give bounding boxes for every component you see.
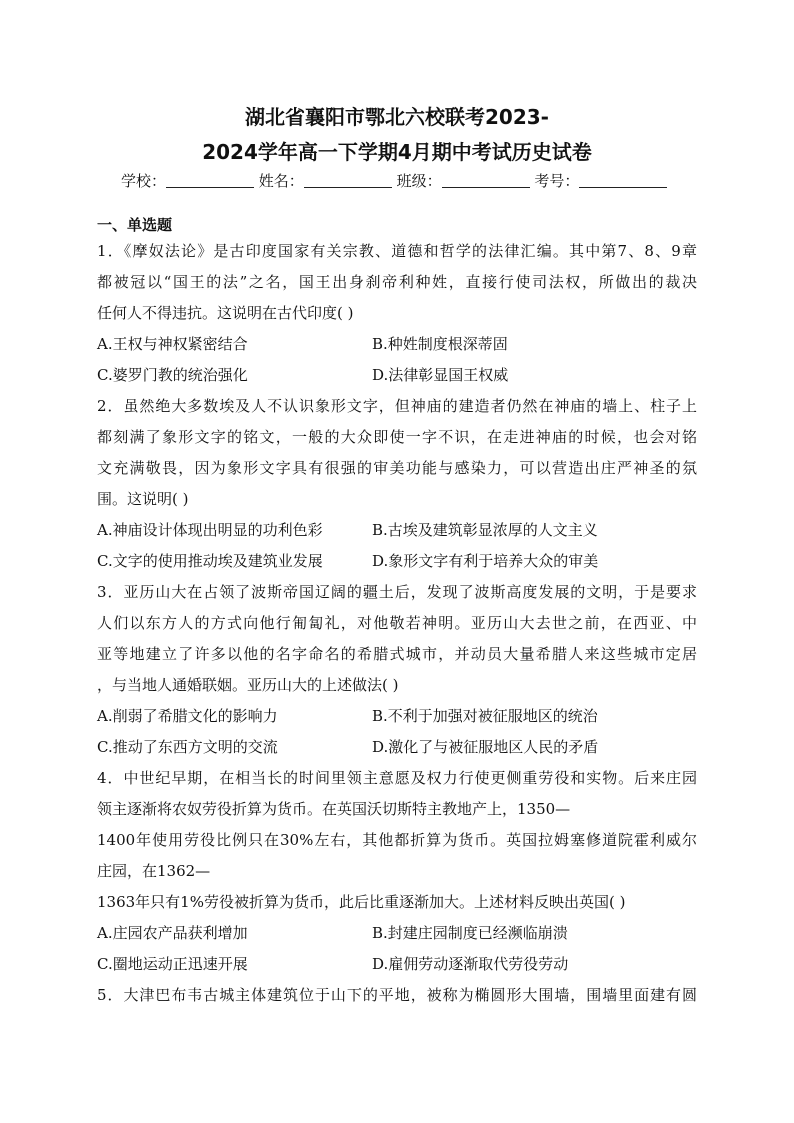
question-text-line: 4．中世纪早期，在相当长的时间里领主意愿及权力行使更侧重劳役和实物。后来庄园 [97, 769, 697, 787]
exam-number-field [534, 170, 667, 192]
question-text-line: 1400年使用劳役比例只在30%左右，其他都折算为货币。英国拉姆塞修道院霍利威尔 [97, 831, 697, 849]
question-text-line: 领主逐渐将农奴劳役折算为货币。在英国沃切斯特主教地产上，1350— [97, 800, 571, 818]
exam-title-line-2: 2024学年高一下学期4月期中考试历史试卷 [202, 140, 592, 164]
name-field [259, 170, 392, 192]
option-row [97, 949, 697, 980]
question-4 [97, 763, 697, 980]
question-text-line: 1．《摩奴法论》是古印度国家有关宗教、道德和哲学的法律汇编。其中第7、8、9章 [97, 242, 697, 260]
option-d: D.法律彰显国王权威 [372, 366, 509, 384]
option-c: C.圈地运动正迅速开展 [97, 955, 248, 973]
option-b: B.不利于加强对被征服地区的统治 [372, 707, 598, 725]
class-field [397, 170, 530, 192]
question-text-line: 5．大津巴布韦古城主体建筑位于山下的平地，被称为椭圆形大围墙，围墙里面建有圆 [97, 986, 697, 1004]
option-b: B.封建庄园制度已经濒临崩溃 [372, 924, 568, 942]
class-label: 班级： [396, 172, 442, 190]
question-3 [97, 577, 697, 763]
exam-number-label: 考号： [534, 172, 580, 190]
class-blank [442, 172, 530, 188]
question-text-line: 围。这说明( ) [97, 490, 189, 508]
option-b: B.古埃及建筑彰显浓厚的人文主义 [372, 521, 598, 539]
question-text-line: 亚等地建立了许多以他的名字命名的希腊式城市，并动员大量希腊人来这些城市定居 [97, 645, 697, 663]
question-2 [97, 391, 697, 577]
question-text-line: 任何人不得违抗。这说明在古代印度( ) [97, 304, 354, 322]
option-a: A.神庙设计体现出明显的功利色彩 [97, 521, 323, 539]
name-blank [304, 172, 392, 188]
option-a: A.庄园农产品获利增加 [97, 924, 248, 942]
name-label: 姓名： [258, 172, 304, 190]
school-blank [166, 172, 254, 188]
option-d: D.象形文字有利于培养大众的审美 [372, 552, 599, 570]
question-list [97, 236, 697, 1011]
option-row [97, 701, 697, 732]
question-text-line: 2．虽然绝大多数埃及人不认识象形文字，但神庙的建造者仍然在神庙的墙上、柱子上 [97, 397, 697, 415]
school-field [121, 170, 254, 192]
option-row [97, 732, 697, 763]
option-b: B.种姓制度根深蒂固 [372, 335, 508, 353]
question-text-line: 文充满敬畏，因为象形文字具有很强的审美功能与感染力，可以营造出庄严神圣的氛 [97, 459, 697, 477]
question-text-line: 3．亚历山大在占领了波斯帝国辽阔的疆土后，发现了波斯高度发展的文明，于是要求 [97, 583, 697, 601]
student-info-line [121, 170, 681, 192]
question-text-line: 都刻满了象形文字的铭文，一般的大众即使一字不识，在走进神庙的时候，也会对铭 [97, 428, 697, 446]
question-5 [97, 980, 697, 1011]
question-text-line: 都被冠以“国王的法”之名，国王出身刹帝利种姓，直接行使司法权，所做出的裁决 [97, 273, 697, 291]
option-row [97, 515, 697, 546]
option-d: D.雇佣劳动逐渐取代劳役劳动 [372, 955, 569, 973]
question-text-line: 人们以东方人的方式向他行匍匐礼，对他敬若神明。亚历山大去世之前，在西亚、中 [97, 614, 697, 632]
option-row [97, 329, 697, 360]
option-c: C.文字的使用推动埃及建筑业发展 [97, 552, 323, 570]
option-d: D.激化了与被征服地区人民的矛盾 [372, 738, 599, 756]
question-text-line: 庄园，在1362— [97, 862, 211, 880]
exam-number-blank [579, 172, 667, 188]
option-row [97, 546, 697, 577]
question-text-line: ，与当地人通婚联姻。亚历山大的上述做法( ) [97, 676, 399, 694]
question-1 [97, 236, 697, 391]
exam-title-line-1: 湖北省襄阳市鄂北六校联考2023- [245, 105, 549, 129]
option-a: A.削弱了希腊文化的影响力 [97, 707, 278, 725]
option-a: A.王权与神权紧密结合 [97, 335, 248, 353]
option-row [97, 918, 697, 949]
option-c: C.推动了东西方文明的交流 [97, 738, 278, 756]
option-row [97, 360, 697, 391]
school-label: 学校： [121, 172, 167, 190]
section-heading: 一、单选题 [97, 216, 173, 234]
question-text-line: 1363年只有1%劳役被折算为货币，此后比重逐渐加大。上述材料反映出英国( ) [97, 893, 626, 911]
option-c: C.婆罗门教的统治强化 [97, 366, 248, 384]
